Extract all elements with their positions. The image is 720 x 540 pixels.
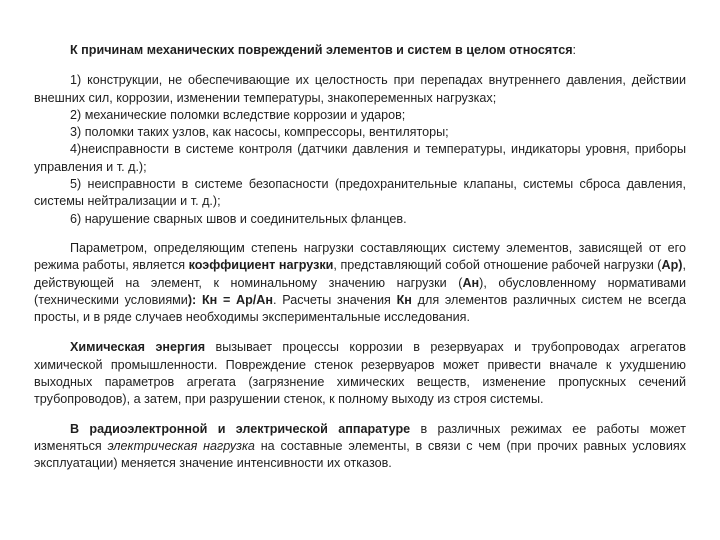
document-text [34,42,686,473]
load-kn-term: Кн [396,292,412,307]
load-formula: ): Кн = Ар/Ан [187,292,274,307]
cause-item-2: 2) механические поломки вследствие коррозии и ударов; [70,107,406,122]
load-coefficient-term: коэффициент нагрузки [188,258,334,273]
radio-equipment-term: В радиоэлектронной и электрической аппаратуре [70,421,411,436]
chemical-energy-term: Химическая энергия [70,340,206,355]
cause-item-6: 6) нарушение сварных швов и соединительных фланцев. [70,211,407,226]
load-text-2: , представляющий собой отношение рабочей нагрузки ( [333,258,662,273]
load-ap-term: Ар) [661,258,683,273]
chemical-energy-text: вызывает процессы коррозии в резервуарах и трубопроводах агрегатов химической промышленности. Повреждение стенок резервуаров может привести вначале к ухудшению выходных параметров агрегата (загрязнение химических веществ, изменение пропускных сечений трубопроводов), а затем, при разрушении стенок, к полному выходу из строя системы. [34,340,687,407]
cause-item-3: 3) поломки таких узлов, как насосы, компрессоры, вентиляторы; [70,125,449,140]
section-heading [34,42,686,59]
section-heading-colon: : [572,43,577,57]
cause-item-4: 4)неисправности в системе контроля (датчики давления и температуры, индикаторы уровня, приборы управления и т. д.); [34,142,686,174]
section-heading-text: К причинам механических повреждений элементов и систем в целом относятся [70,43,573,57]
load-text-1: Параметром, определяющим степень нагрузки составляющих систему элементов, зависящей от его режима работы, является [34,240,686,273]
radio-text-1: в различных режимах ее работы может изменяться [34,421,686,453]
cause-item-5: 5) неисправности в системе безопасности (предохранительные клапаны, системы сброса давления, системы нейтрализации и т. д.); [34,177,686,209]
cause-item-1: 1) конструкции, не обеспечивающие их целостность при перепадах внутреннего давления, действии внешних сил, коррозии, изменении температуры, знакопеременных нагрузках; [34,73,686,105]
chemical-energy-paragraph [34,339,686,408]
load-an-term: Ан [462,275,480,290]
load-text-4: ), обусловленному нормативами (техническими условиями [34,275,686,307]
causes-list [34,72,686,228]
load-text-5: . Расчеты значения [273,292,397,307]
load-text-3: , действующей на элемент, к номинальному значению нагрузки ( [34,258,686,290]
radio-equipment-paragraph [34,421,686,473]
electrical-load-term: электрическая нагрузка [107,438,255,453]
radio-text-2: на составные элементы, в связи с чем (при прочих равных условиях эксплуатации) меняется значение интенсивности их отказов. [34,438,686,471]
load-text-6: для элементов различных систем не всегда просты, и в ряде случаев необходимы экспериментальные исследования. [34,292,687,325]
load-coefficient-paragraph [34,240,686,326]
